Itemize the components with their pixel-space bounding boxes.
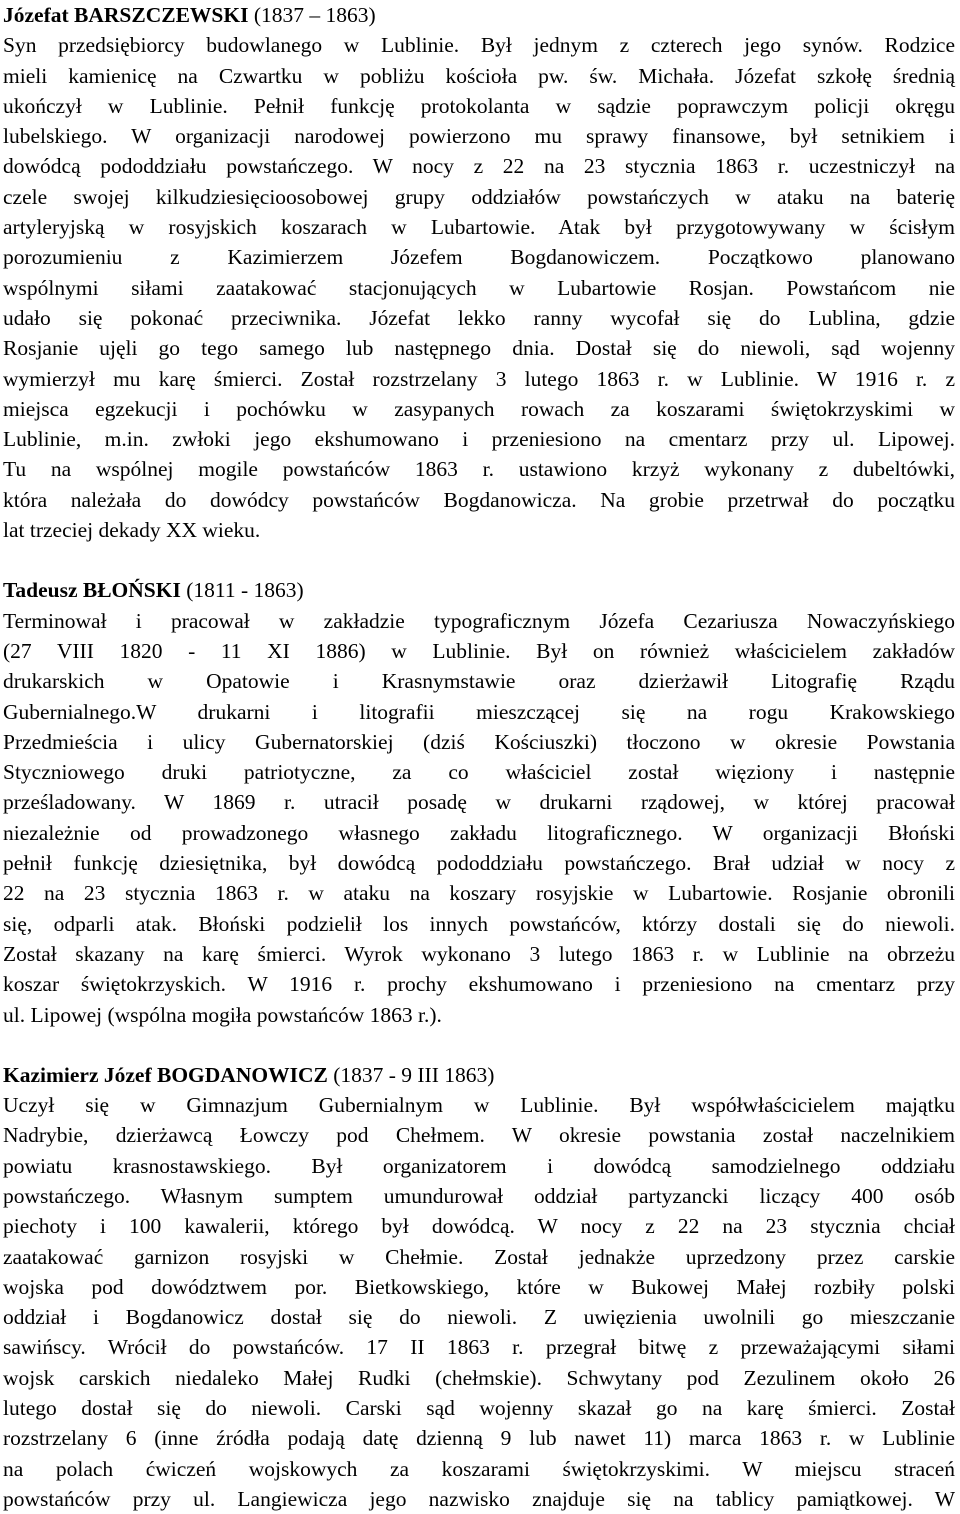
text-line: lat trzeciej dekady XX wieku. [3,518,261,543]
text-line: artyleryjską w rosyjskich koszarach w Lubartowie. Atak był przygotowywany w ścisłym [3,215,955,240]
text-line: Gubernialnego.W drukarni i litografii mieszczącej się na rogu Krakowskiego [3,699,955,724]
text-line: wojsk carskich niedaleko Małej Rudki (chełmskie). Schwytany pod Zezulinem około 26 [3,1365,955,1390]
text-line: piechoty i 100 kawalerii, którego był dowódcą. W nocy z 22 na 23 stycznia chciał [3,1214,955,1239]
biography-entry-bogdanowicz [3,1060,955,1514]
document-page [3,0,955,1514]
text-line: niezależnie od prowadzonego własnego zakładu litograficznego. W organizacji Błoński [3,820,955,845]
text-line: wymierzył mu karę śmierci. Został rozstrzelany 3 lutego 1863 r. w Lublinie. W 1916 r. z [3,366,955,391]
text-line: Został skazany na karę śmierci. Wyrok wykonano 3 lutego 1863 r. w Lublinie na obrzeżu [3,941,955,966]
entry-name: Tadeusz BŁOŃSKI [3,578,181,603]
text-line: powstańczego. Własnym sumptem umundurował oddział partyzancki liczący 400 osób [3,1183,955,1208]
text-line: drukarskich w Opatowie i Krasnymstawie oraz dzierżawił Litografię Rządu [3,669,955,694]
text-line: ul. Lipowej (wspólna mogiła powstańców 1863 r.). [3,1002,442,1027]
text-line: zaatakować garnizon rosyjski w Chełmie. Został jednakże uprzedzony przez carskie [3,1244,955,1269]
text-line: się, odparli atak. Błoński podzielił los innych powstańców, którzy dostali się do niewoli. [3,911,955,936]
paragraph-gap [3,1030,955,1060]
text-line: Tu na wspólnej mogile powstańców 1863 r. ustawiono krzyż wykonany z dubeltówki, [3,457,955,482]
text-line: lutego dostał się do niewoli. Carski sąd wojenny skazał go na karę śmierci. Został [3,1396,955,1421]
text-line: rozstrzelany 6 (inne źródła podają datę dzienną 9 lub nawet 11) marca 1863 r. w Lublinie [3,1426,955,1451]
entry-heading [3,1060,955,1090]
text-line: miejsca egzekucji i pochówku w zasypanych rowach za koszarami świętokrzyskimi w [3,396,955,421]
biography-entry-barszczewski [3,0,955,545]
text-line: czele swojej kilkudziesięcioosobowej grupy oddziałów powstańczych w ataku na baterię [3,184,955,209]
text-line: sawińscy. Wrócił do powstańców. 17 II 1863 r. przegrał bitwę z przeważającymi siłami [3,1335,955,1360]
biography-entry-blonski [3,575,955,1029]
entry-heading [3,575,955,605]
text-line: porozumieniu z Kazimierzem Józefem Bogdanowiczem. Początkowo planowano [3,245,955,270]
text-line: udało się pokonać przeciwnika. Józefat lekko ranny wycofał się do Lublina, gdzie [3,305,955,330]
text-line: powstańców przy ul. Langiewicza jego nazwisko znajduje się na tablicy pamiątkowej. W [3,1486,955,1511]
entry-name: Józefat BARSZCZEWSKI [3,3,249,27]
text-line: która należała do dowódcy powstańców Bogdanowicza. Na grobie przetrwał do początku [3,487,955,512]
text-line: 22 na 23 stycznia 1863 r. w ataku na koszary rosyjskie w Lubartowie. Rosjanie obronili [3,881,955,906]
text-line: Terminował i pracował w zakładzie typograficznym Józefa Cezariusza Nowaczyńskiego [3,608,955,633]
text-line: wojska pod dowództwem por. Bietkowskiego, które w Bukowej Małej rozbiły polski [3,1274,955,1299]
text-line: Syn przedsiębiorcy budowlanego w Lublinie. Był jednym z czterech jego synów. Rodzice [3,33,955,58]
paragraph-gap [3,545,955,575]
text-line: pełnił funkcję dziesiętnika, był dowódcą pododdziału powstańczego. Brał udział w nocy z [3,851,955,876]
text-line: Przedmieścia i ulicy Gubernatorskiej (dziś Kościuszki) tłoczono w okresie Powstania [3,729,955,754]
text-line: wspólnymi siłami zaatakować stacjonujących w Lubartowie Rosjan. Powstańcom nie [3,275,955,300]
text-line: (27 VIII 1820 - 11 XI 1886) w Lublinie. Był on również właścicielem zakładów [3,638,955,663]
text-line: Rosjanie ujęli go tego samego lub następnego dnia. Dostał się do niewoli, sąd wojenny [3,336,955,361]
entry-heading [3,0,955,30]
entry-name: Kazimierz Józef BOGDANOWICZ [3,1062,328,1087]
text-line: powiatu krasnostawskiego. Był organizatorem i dowódcą samodzielnego oddziału [3,1153,955,1178]
text-line: mieli kamienicę na Czwartku w pobliżu kościoła pw. św. Michała. Józefat szkołę średnią [3,63,955,88]
text-line: dowódcą pododdziału powstańczego. W nocy z 22 na 23 stycznia 1863 r. uczestniczył na [3,154,955,179]
text-line: prześladowany. W 1869 r. utracił posadę w drukarni rządowej, w której pracował [3,790,955,815]
text-line: Nadrybie, dzierżawcą Łowczy pod Chełmem. W okresie powstania został naczelnikiem [3,1123,955,1148]
entry-dates: (1811 - 1863) [180,578,304,603]
text-line: oddział i Bogdanowicz dostał się do niewoli. Z uwięzienia uwolnili go mieszczanie [3,1305,955,1330]
entry-dates: (1837 – 1863) [248,3,376,27]
text-line: na polach ćwiczeń wojskowych za koszarami świętokrzyskimi. W miejscu straceń [3,1456,955,1481]
entry-dates: (1837 - 9 III 1863) [327,1062,495,1087]
text-line: lubelskiego. W organizacji narodowej powierzono mu sprawy finansowe, był setnikiem i [3,124,955,149]
text-line: Lublinie, m.in. zwłoki jego ekshumowano i przeniesiono na cmentarz przy ul. Lipowej. [3,427,955,452]
text-line: Uczył się w Gimnazjum Gubernialnym w Lublinie. Był współwłaścicielem majątku [3,1093,955,1118]
text-line: Styczniowego druki patriotyczne, za co właściciel został więziony i następnie [3,760,955,785]
text-line: ukończył w Lublinie. Pełnił funkcję protokolanta w sądzie poprawczym policji okręgu [3,93,955,118]
text-line: koszar świętokrzyskich. W 1916 r. prochy ekshumowano i przeniesiono na cmentarz przy [3,972,955,997]
